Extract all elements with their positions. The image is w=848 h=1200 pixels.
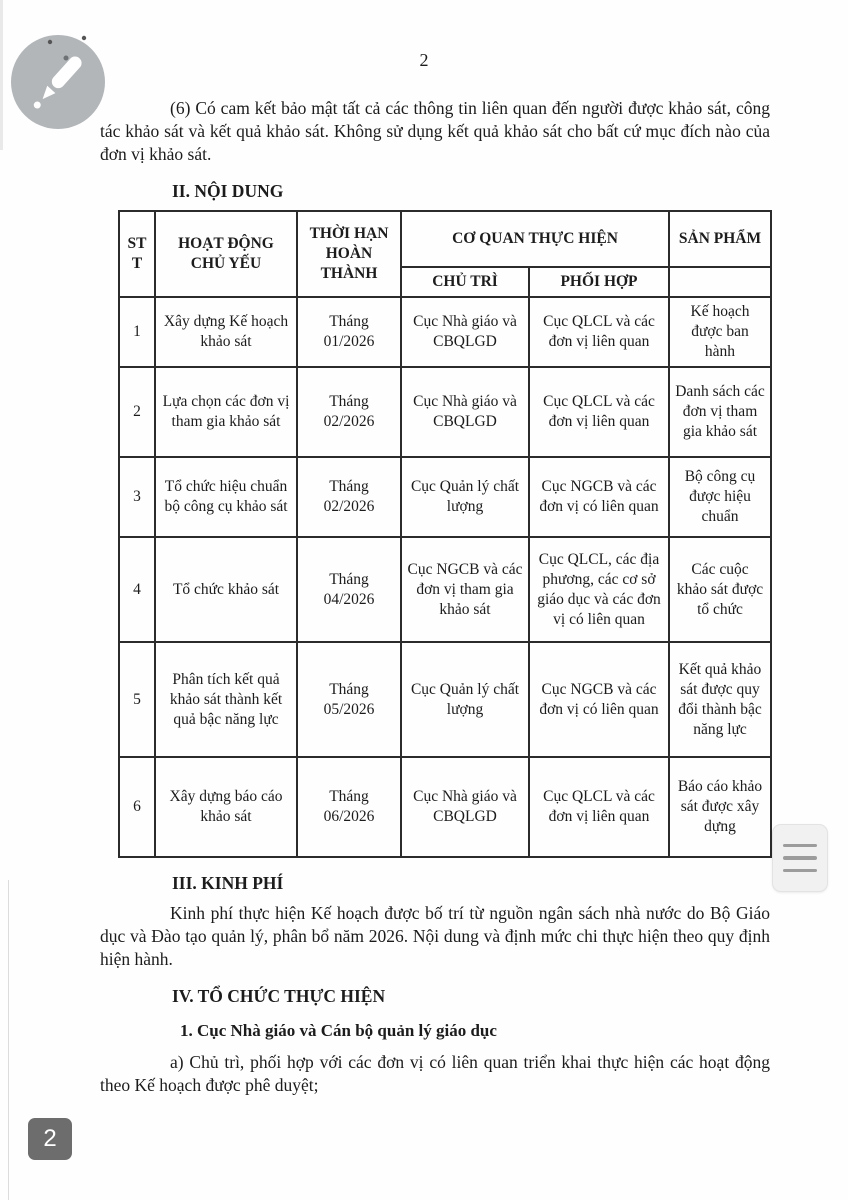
header-lead: CHỦ TRÌ	[401, 267, 529, 297]
section-2-title: II. NỘI DUNG	[172, 181, 284, 201]
hamburger-icon	[783, 856, 817, 860]
cell-coordinate: Cục NGCB và các đơn vị có liên quan	[529, 457, 669, 537]
cell-stt: 1	[119, 297, 155, 367]
cell-activity: Xây dựng báo cáo khảo sát	[155, 757, 297, 857]
header-deadline: THỜI HẠN HOÀN THÀNH	[297, 211, 401, 297]
cell-activity: Lựa chọn các đơn vị tham gia khảo sát	[155, 367, 297, 457]
cell-product: Các cuộc khảo sát được tổ chức	[669, 537, 771, 642]
activities-table	[118, 210, 772, 858]
cell-coordinate: Cục QLCL và các đơn vị liên quan	[529, 297, 669, 367]
header-coordinate: PHỐI HỢP	[529, 267, 669, 297]
cell-activity: Tổ chức khảo sát	[155, 537, 297, 642]
table-row	[119, 537, 771, 642]
cell-deadline: Tháng 05/2026	[297, 642, 401, 757]
pencil-icon	[10, 30, 106, 130]
cell-deadline: Tháng 01/2026	[297, 297, 401, 367]
table-row	[119, 367, 771, 457]
intro-paragraph: (6) Có cam kết bảo mật tất cả các thông tin liên quan đến người được khảo sát, công tác khảo sát và kết quả khảo sát. Không sử dụng kết quả khảo sát cho bất cứ mục đích nào của đơn vị khảo sát.	[100, 98, 770, 164]
hamburger-icon	[783, 869, 817, 873]
cell-deadline: Tháng 06/2026	[297, 757, 401, 857]
table-row	[119, 757, 771, 857]
section-4-subheading-1: 1. Cục Nhà giáo và Cán bộ quản lý giáo dục	[180, 1021, 497, 1040]
cell-deadline: Tháng 02/2026	[297, 457, 401, 537]
cell-coordinate: Cục NGCB và các đơn vị có liên quan	[529, 642, 669, 757]
table-header-row-1	[119, 211, 771, 267]
cell-activity: Tổ chức hiệu chuẩn bộ công cụ khảo sát	[155, 457, 297, 537]
menu-handle-button[interactable]	[772, 824, 828, 892]
cell-lead: Cục Quản lý chất lượng	[401, 642, 529, 757]
scan-edge-line	[8, 880, 9, 1200]
cell-lead: Cục Nhà giáo và CBQLGD	[401, 367, 529, 457]
cell-activity: Phân tích kết quả khảo sát thành kết quả bậc năng lực	[155, 642, 297, 757]
header-product-empty	[669, 267, 771, 297]
header-activity: HOẠT ĐỘNG CHỦ YẾU	[155, 211, 297, 297]
cell-product: Bộ công cụ được hiệu chuẩn	[669, 457, 771, 537]
hamburger-icon	[783, 844, 817, 848]
page-number-badge: 2	[28, 1118, 72, 1160]
cell-stt: 6	[119, 757, 155, 857]
cell-lead: Cục NGCB và các đơn vị tham gia khảo sát	[401, 537, 529, 642]
cell-stt: 5	[119, 642, 155, 757]
section-3-paragraph: Kinh phí thực hiện Kế hoạch được bố trí từ nguồn ngân sách nhà nước do Bộ Giáo dục và Đào tạo quản lý, phân bổ năm 2026. Nội dung và định mức chi thực hiện theo quy định hiện hành.	[100, 903, 770, 969]
table-row	[119, 457, 771, 537]
cell-coordinate: Cục QLCL và các đơn vị liên quan	[529, 367, 669, 457]
section-3-title: III. KINH PHÍ	[172, 873, 284, 893]
cell-stt: 4	[119, 537, 155, 642]
cell-coordinate: Cục QLCL và các đơn vị liên quan	[529, 757, 669, 857]
header-product: SẢN PHẨM	[669, 211, 771, 267]
cell-lead: Cục Nhà giáo và CBQLGD	[401, 297, 529, 367]
cell-deadline: Tháng 02/2026	[297, 367, 401, 457]
cell-product: Danh sách các đơn vị tham gia khảo sát	[669, 367, 771, 457]
table-row	[119, 642, 771, 757]
cell-activity: Xây dựng Kế hoạch khảo sát	[155, 297, 297, 367]
table-row	[119, 297, 771, 367]
scan-edge	[0, 0, 3, 150]
section-4-item-a: a) Chủ trì, phối hợp với các đơn vị có liên quan triển khai thực hiện các hoạt động theo Kế hoạch được phê duyệt;	[100, 1052, 770, 1095]
cell-stt: 2	[119, 367, 155, 457]
cell-stt: 3	[119, 457, 155, 537]
cell-coordinate: Cục QLCL, các địa phương, các cơ sở giáo dục và các đơn vị có liên quan	[529, 537, 669, 642]
section-4-title: IV. TỔ CHỨC THỰC HIỆN	[172, 986, 386, 1006]
cell-lead: Cục Nhà giáo và CBQLGD	[401, 757, 529, 857]
edit-button[interactable]	[10, 30, 106, 130]
page-number-top: 2	[419, 50, 429, 70]
cell-product: Kế hoạch được ban hành	[669, 297, 771, 367]
cell-deadline: Tháng 04/2026	[297, 537, 401, 642]
header-stt: STT	[119, 211, 155, 297]
cell-lead: Cục Quản lý chất lượng	[401, 457, 529, 537]
document-content	[100, 97, 770, 1097]
header-agency: CƠ QUAN THỰC HIỆN	[401, 211, 669, 267]
cell-product: Kết quả khảo sát được quy đổi thành bậc năng lực	[669, 642, 771, 757]
cell-product: Báo cáo khảo sát được xây dựng	[669, 757, 771, 857]
